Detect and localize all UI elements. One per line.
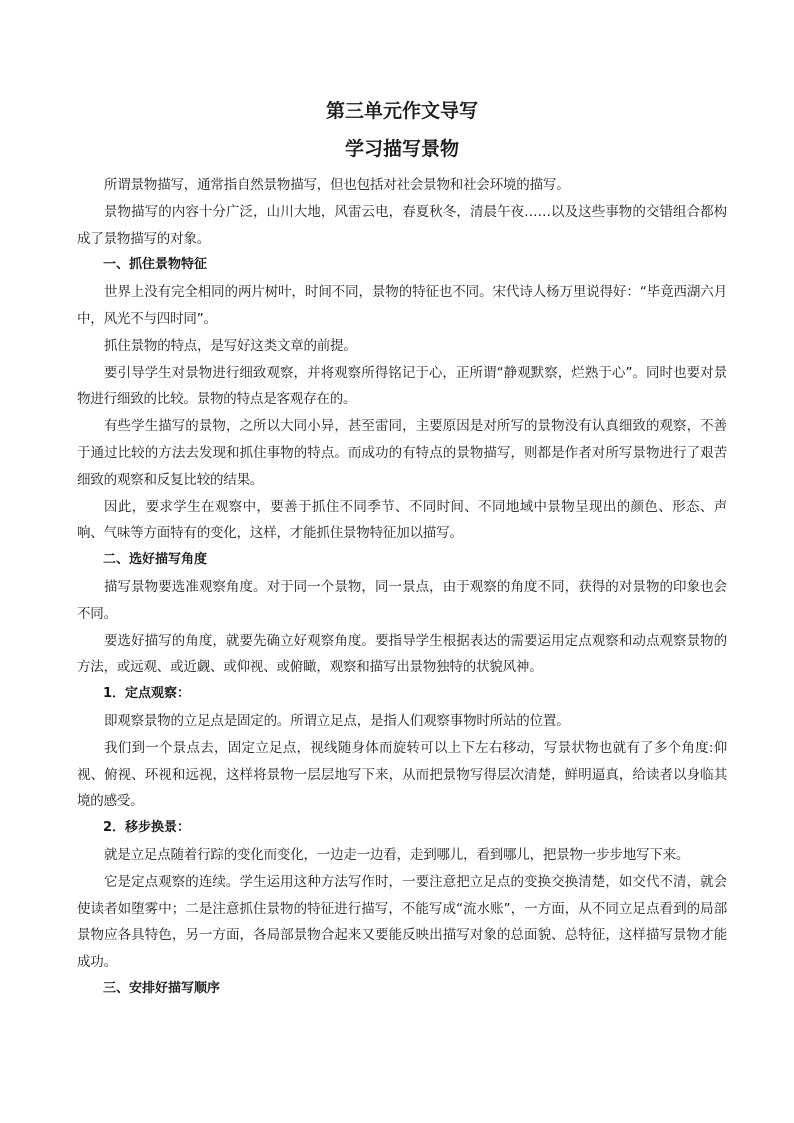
paragraph: 景物描写的内容十分广泛，山川大地，风雷云电，春夏秋冬，清晨午夜……以及这些事物的交错组合都构成了景物描写的对象。	[77, 203, 727, 247]
section-heading: 一、抓住景物特征	[103, 257, 208, 273]
document-title: 第三单元作文导写	[325, 100, 478, 122]
paragraph: 要引导学生对景物进行细致观察，并将观察所得铭记于心，正所谓“静观默察，烂熟于心”。同时也要对景物进行细致的比较。景物的特点是客观存在的。	[77, 364, 727, 408]
section-heading: 三、安排好描写顺序	[103, 980, 221, 996]
paragraph: 就是立足点随着行踪的变化而变化，一边走一边看，走到哪儿，看到哪儿，把景物一步步地写下来。	[104, 846, 690, 863]
paragraph: 因此，要求学生在观察中，要善于抓住不同季节、不同时间、不同地域中景物呈现出的颜色、形态、声响、气味等方面特有的变化，这样，才能抓住景物特征加以描写。	[77, 498, 727, 542]
paragraph: 描写景物要选准观察角度。对于同一个景物，同一景点，由于观察的角度不同，获得的对景物的印象也会不同。	[77, 578, 727, 622]
document-subtitle: 学习描写景物	[344, 138, 459, 160]
subsection-heading: 2．移步换景：	[103, 820, 191, 836]
paragraph: 所谓景物描写，通常指自然景物描写，但也包括对社会景物和社会环境的描写。	[104, 177, 570, 193]
paragraph: 抓住景物的特点，是写好这类文章的前提。	[104, 337, 357, 354]
paragraph: 即观察景物的立足点是固定的。所谓立足点，是指人们观察事物时所站的位置。	[104, 712, 570, 729]
paragraph: 有些学生描写的景物，之所以大同小异，甚至雷同，主要原因是对所写的景物没有认真细致的观察，不善于通过比较的方法去发现和抓住事物的特点。而成功的有特点的景物描写，则都是作者对所写景物进行了艰苦细致的观察和反复比较的结果。	[77, 418, 727, 488]
document-page	[77, 92, 727, 1003]
paragraph: 世界上没有完全相同的两片树叶，时间不同，景物的特征也不同。宋代诗人杨万里说得好：“毕竟西湖六月中，风光不与四时同”。	[77, 284, 727, 327]
subsection-heading: 1．定点观察：	[103, 686, 191, 702]
paragraph: 我们到一个景点去，固定立足点，视线随身体而旋转可以上下左右移动，写景状物也就有了多个角度:仰视、俯视、环视和远视，这样将景物一层层地写下来，从而把景物写得层次清楚，鲜明逼真，给读者以身临其境的感受。	[77, 739, 727, 810]
section-heading: 二、选好描写角度	[103, 552, 208, 568]
paragraph: 要选好描写的角度，就要先确立好观察角度。要指导学生根据表达的需要运用定点观察和动点观察景物的方法，或远观、或近觑、或仰视、或俯瞰，观察和描写出景物独特的状貌风神。	[77, 632, 727, 676]
paragraph: 它是定点观察的连续。学生运用这种方法写作时，一要注意把立足点的变换交换清楚，如交代不清，就会使读者如堕雾中；二是注意抓住景物的特征进行描写，不能写成“流水账”，一方面，从不同立足点看到的局部景物应各具特色，另一方面，各局部景物合起来又要能反映出描写对象的总面貌、总特征，这样描写景物才能成功。	[77, 873, 727, 971]
